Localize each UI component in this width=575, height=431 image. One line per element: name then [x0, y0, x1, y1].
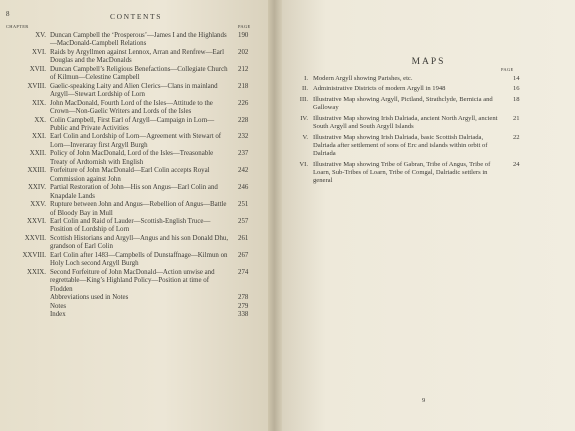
map-entry — [288, 115, 528, 132]
chapter-page: 251 — [238, 201, 249, 209]
chapter-number: XVIII. — [27, 82, 46, 90]
chapter-page: 261 — [238, 234, 249, 242]
map-page: 16 — [513, 85, 520, 93]
map-page: 18 — [513, 95, 520, 103]
contents-entry — [6, 66, 264, 83]
map-page: 21 — [513, 114, 520, 122]
map-title: Illustrative Map showing Tribe of Gabran, Tribe of Angus, Tribe of Loarn, Sub-Tribes of Loarn, Tribe of Comgal, Dalriadic settlers in general — [313, 160, 491, 185]
map-page: 22 — [513, 133, 520, 141]
chapter-title: Index — [50, 310, 66, 318]
chapter-page: 237 — [238, 150, 249, 158]
contents-entry — [6, 201, 264, 218]
map-number: V. — [302, 133, 308, 141]
page-number-left: 8 — [6, 10, 10, 18]
map-page: 14 — [513, 75, 520, 82]
map-title: Illustrative Map showing Irish Dalriada, basic Scottish Dalriada, Dalriada after settlement of sons of Erc and islands within orbit of Dalriada — [313, 133, 488, 158]
contents-entry-notes — [6, 303, 264, 311]
chapter-number: XXVIII. — [22, 251, 46, 259]
map-number: I. — [304, 75, 308, 82]
chapter-title: Scottish Historians and Argyll—Angus and his son Donald Dhu, grandson of Earl Colin — [50, 234, 229, 251]
chapter-number: XVII. — [29, 65, 46, 73]
map-page: 24 — [513, 160, 520, 168]
contents-list — [6, 32, 264, 319]
chapter-title: Raids by Argyllmen against Lennox, Arran and Renfrew—Earl Douglas and the MacDonalds — [50, 48, 225, 65]
chapter-title: Earl Colin and Raid of Lauder—Scottish-English Truce—Position of Lordship of Lorn — [50, 217, 211, 234]
chapter-title: Colin Campbell, First Earl of Argyll—Campaign in Lorn—Public and Private Activities — [50, 116, 215, 132]
chapter-title: Duncan Campbell’s Religious Benefactions—Collegiate Church of Kilmun—Celestine Campbell — [50, 65, 228, 82]
chapter-number: XXVI. — [27, 217, 46, 225]
chapter-title: Abbreviations used in Notes — [50, 294, 129, 302]
map-title: Modern Argyll showing Parishes, etc. — [313, 75, 413, 82]
chapter-page: 202 — [238, 48, 249, 56]
contents-entry — [6, 252, 264, 269]
left-page — [0, 0, 272, 431]
chapter-number: XXIX. — [27, 268, 46, 276]
page-number-right: 9 — [422, 397, 426, 404]
page-column-label: PAGE — [238, 24, 251, 29]
chapter-page: 278 — [238, 294, 249, 302]
chapter-title: Notes — [50, 302, 67, 310]
chapter-number: XIX. — [32, 99, 46, 107]
contents-entry — [6, 269, 264, 294]
chapter-number: XV. — [35, 32, 46, 39]
contents-entry-abbreviations — [6, 294, 264, 302]
chapter-title: Earl Colin and Lordship of Lorn—Agreement with Stewart of Lorn—Inveraray first Argyll Burgh — [50, 133, 222, 149]
map-entry — [288, 96, 528, 113]
contents-entry — [6, 218, 264, 235]
chapter-number: XXIII. — [27, 167, 46, 175]
map-number: VI. — [299, 160, 308, 168]
book-gutter — [268, 0, 282, 431]
map-number: IV. — [300, 114, 308, 122]
contents-entry — [6, 235, 264, 252]
chapter-column-label: CHAPTER — [6, 24, 29, 29]
maps-list — [288, 75, 528, 188]
chapter-title: John MacDonald, Fourth Lord of the Isles—Attitude to the Crown—Non-Gaelic Writers and Lords of the Isles — [50, 99, 213, 116]
chapter-page: 242 — [238, 167, 249, 175]
chapter-number: XXV. — [30, 201, 46, 209]
map-entry — [288, 75, 528, 83]
map-title: Illustrative Map showing Argyll, Pictland, Strathclyde, Bernicia and Galloway — [313, 95, 493, 112]
chapter-title: Second Forfeiture of John MacDonald—Action unwise and regrettable—King’s Highland Policy—Position at time of Flodden — [50, 268, 215, 293]
chapter-page: 218 — [238, 82, 249, 90]
chapter-page: 190 — [238, 32, 249, 39]
contents-entry — [6, 32, 264, 49]
contents-entry — [6, 150, 264, 167]
chapter-page: 267 — [238, 251, 249, 259]
chapter-title: Earl Colin after 1483—Campbells of Dunstaffnage—Kilmun on Holy Loch second Argyll Burgh — [50, 251, 228, 268]
contents-entry — [6, 167, 264, 184]
chapter-number: XX. — [34, 116, 46, 124]
chapter-page: 226 — [238, 99, 249, 107]
map-title: Illustrative Map showing Irish Dalriada, ancient North Argyll, ancient South Argyll and South Argyll Islands — [313, 114, 498, 131]
contents-entry — [6, 49, 264, 66]
chapter-number: XXI. — [32, 133, 46, 141]
chapter-page: 274 — [238, 268, 249, 276]
chapter-page: 212 — [238, 65, 249, 73]
right-page — [282, 0, 575, 431]
map-number: II. — [301, 85, 308, 93]
chapter-number: XXII. — [29, 150, 46, 158]
chapter-page: 338 — [238, 310, 249, 318]
chapter-title: Gaelic-speaking Laity and Alien Clerics—Clans in mainland Argyll—Stewart Lordship of Lorn — [50, 82, 218, 99]
chapter-title: Partial Restoration of John—His son Angus—Earl Colin and Knapdale Lands — [50, 184, 218, 200]
contents-heading: CONTENTS — [110, 12, 162, 21]
chapter-page: 228 — [238, 116, 249, 124]
chapter-title: Duncan Campbell the ‘Prosperous’—James I and the Highlands—MacDonald-Campbell Relations — [50, 32, 227, 48]
page-column-label: PAGE — [501, 67, 514, 72]
contents-entry — [6, 83, 264, 100]
chapter-title: Policy of John MacDonald, Lord of the Isles—Treasonable Treaty of Ardtornish with English — [50, 150, 214, 166]
contents-entry-index — [6, 311, 264, 319]
chapter-title: Rupture between John and Angus—Rebellion of Angus—Battle of Bloody Bay in Mull — [50, 201, 227, 217]
map-title: Administrative Districts of modern Argyll in 1948 — [313, 85, 446, 93]
map-number: III. — [299, 95, 308, 103]
contents-entry — [6, 133, 264, 150]
contents-entry — [6, 117, 264, 134]
chapter-title: Forfeiture of John MacDonald—Earl Colin accepts Royal Commission against John — [50, 167, 210, 183]
chapter-page: 246 — [238, 184, 249, 192]
chapter-number: XXIV. — [27, 184, 46, 192]
contents-entry — [6, 184, 264, 201]
chapter-page: 279 — [238, 302, 249, 310]
contents-entry — [6, 100, 264, 117]
chapter-number: XVI. — [32, 48, 46, 56]
chapter-page: 257 — [238, 217, 249, 225]
map-entry — [288, 85, 528, 93]
maps-heading: MAPS — [411, 57, 446, 67]
chapter-page: 232 — [238, 133, 249, 141]
map-entry — [288, 134, 528, 159]
chapter-number: XXVII. — [24, 234, 46, 242]
map-entry — [288, 161, 528, 186]
